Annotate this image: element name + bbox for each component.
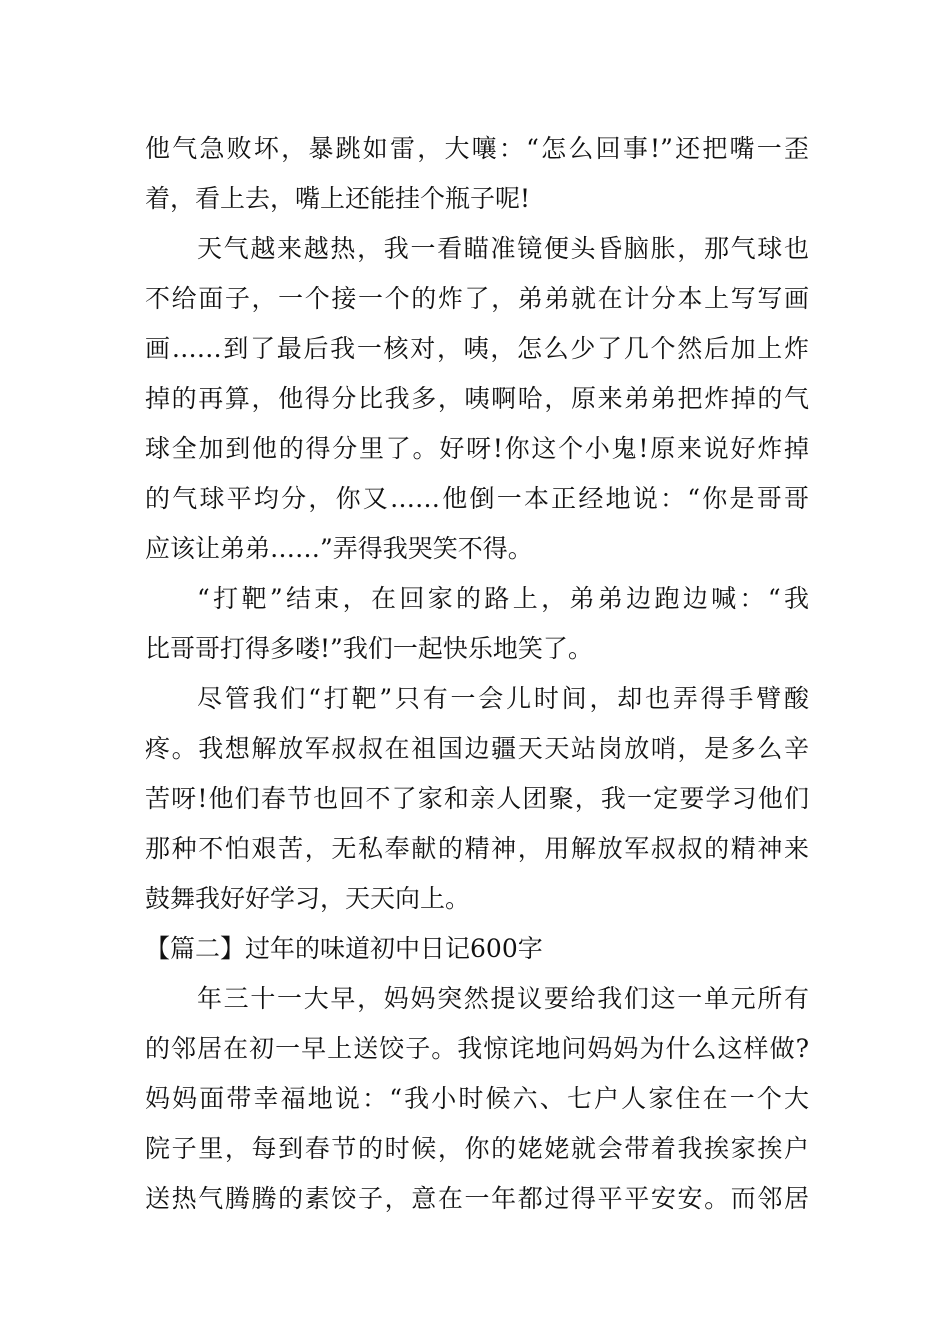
section-heading: 【篇二】过年的味道初中日记600字 bbox=[145, 934, 543, 963]
text-line: 苦呀!他们春节也回不了家和亲人团聚，我一定要学习他们 bbox=[145, 784, 809, 813]
paragraph-start-line: 天气越来越热，我一看瞄准镜便头昏脑胀，那气球也 bbox=[197, 234, 809, 263]
text-line: 疼。我想解放军叔叔在祖国边疆天天站岗放哨，是多么辛 bbox=[145, 734, 809, 763]
paragraph-start-line: 年三十一大早，妈妈突然提议要给我们这一单元所有 bbox=[197, 984, 809, 1013]
document-body bbox=[145, 124, 809, 1224]
text-line: 的邻居在初一早上送饺子。我惊诧地问妈妈为什么这样做? bbox=[145, 1034, 809, 1063]
text-line: 球全加到他的得分里了。好呀!你这个小鬼!原来说好炸掉 bbox=[145, 434, 809, 463]
text-line: 的气球平均分，你又……他倒一本正经地说：“你是哥哥 bbox=[145, 484, 809, 513]
text-line: 那种不怕艰苦，无私奉献的精神，用解放军叔叔的精神来 bbox=[145, 834, 809, 863]
text-line: 送热气腾腾的素饺子，意在一年都过得平平安安。而邻居 bbox=[145, 1184, 809, 1213]
text-line: 不给面子，一个接一个的炸了，弟弟就在计分本上写写画 bbox=[145, 284, 809, 313]
paragraph-start-line: 尽管我们“打靶”只有一会儿时间，却也弄得手臂酸 bbox=[197, 684, 809, 713]
text-line: 他气急败坏，暴跳如雷，大嚷：“怎么回事!”还把嘴一歪 bbox=[145, 134, 809, 163]
text-line: 院子里，每到春节的时候，你的姥姥就会带着我挨家挨户 bbox=[145, 1134, 809, 1163]
text-line: 妈妈面带幸福地说：“我小时候六、七户人家住在一个大 bbox=[145, 1084, 809, 1113]
paragraph-start-line: “打靶”结束，在回家的路上，弟弟边跑边喊：“我 bbox=[197, 584, 809, 613]
text-line: 画……到了最后我一核对，咦，怎么少了几个然后加上炸 bbox=[145, 334, 809, 363]
text-line: 掉的再算，他得分比我多，咦啊哈，原来弟弟把炸掉的气 bbox=[145, 384, 809, 413]
text-line: 鼓舞我好好学习，天天向上。 bbox=[145, 884, 471, 913]
text-line: 着，看上去，嘴上还能挂个瓶子呢! bbox=[145, 184, 531, 213]
text-line: 应该让弟弟……”弄得我哭笑不得。 bbox=[145, 534, 533, 563]
text-line: 比哥哥打得多喽!”我们一起快乐地笑了。 bbox=[145, 634, 593, 663]
